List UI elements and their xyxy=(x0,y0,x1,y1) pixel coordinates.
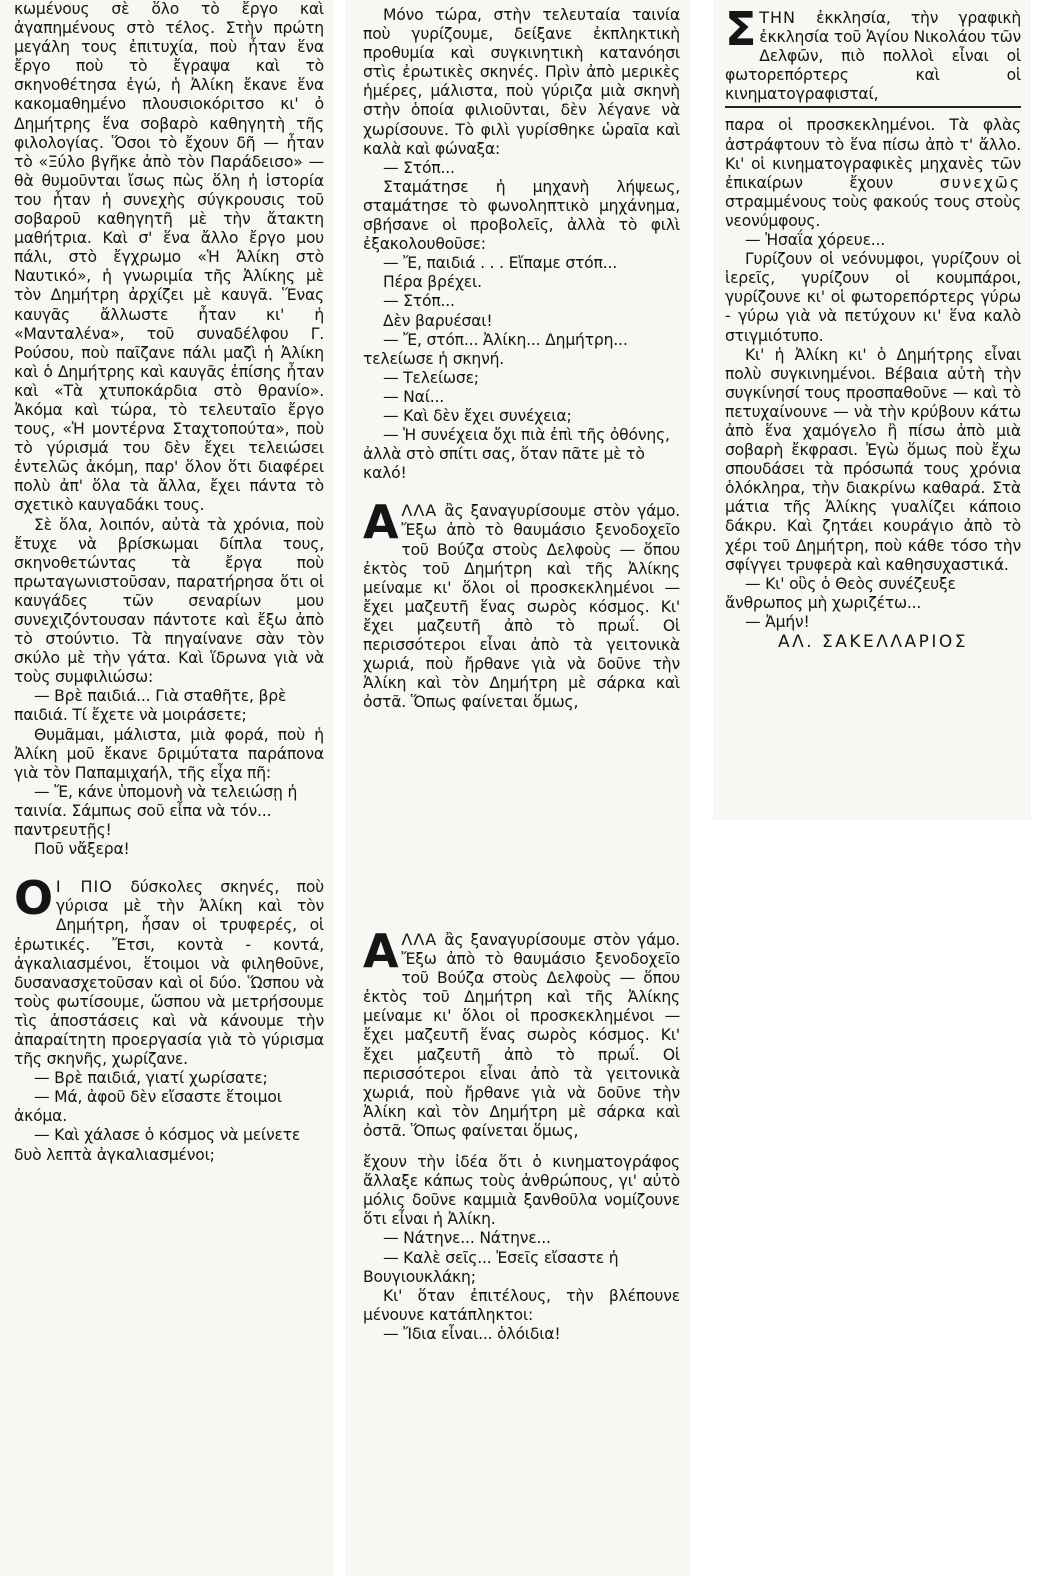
dialogue-line: — Ναί... xyxy=(383,387,445,406)
paragraph: Γυρίζουν οἱ νεόνυμφοι, γυρίζουν οἱ ἱερεῖς, γυρίζουν οἱ κουμπάροι, γυρίζουνε κι' οἱ φωτορεπόρτερς γύρω - γύρω γιὰ νὰ πετύχουν κι' ἕνα καλὸ στιγμιότυπο. xyxy=(725,250,1021,345)
paragraph-text: δύσκολες σκηνές, ποὺ γύρισα μὲ τὴν Ἀλίκη καὶ τὸν Δημήτρη, ἦσαν οἱ τρυφερές, οἱ ἐρωτικές. Ἔτσι, κοντὰ - κοντά, ἀγκαλιασμένοι, ἕτοιμοι νὰ φιληθοῦνε, δυσανασχετοῦσαν καὶ οἱ δύο. Ὥσπου νὰ τοὺς φωτίσουμε, ὥσπου νὰ μετρήσουμε τὶς ἀποστάσεις καὶ νὰ κάνουμε τὴν ἀπαραίτητη προεργασία γιὰ τὸ γύρισμα τῆς σκηνῆς, χωρίζανε. xyxy=(14,878,325,1069)
lead-caps: Ι ΠΙΟ xyxy=(55,877,113,897)
dialogue-line: — Ἴδια εἶναι... ὁλόιδια! xyxy=(383,1324,561,1343)
drop-cap: Ο xyxy=(14,871,53,926)
paragraph: Κι' ἡ Ἀλίκη κι' ὁ Δημήτρης εἶναι πολὺ συγκινημένοι. Βέβαια αὐτὴ τὴν συγκίνησί τους προσπαθοῦνε — καὶ τὸ πετυχαίνουνε — νὰ τὴν κρύβουν κάτω ἀπὸ ἕνα χαμόγελο ἢ πίσω ἀπὸ μιὰ σοβαρὴ ἔκφρασι. Ἐγὼ ὅμως ποὺ ἔχω σπουδάσει τὰ πρόσωπά τους χρόνια ὁλόκληρα, τὴν διακρίνω καθαρά. Στὰ μάτια τῆς Ἀλίκης γυαλίζει κάποιο δάκρυ. Καὶ ζητάει κουράγιο ἀπὸ τὸ χέρι τοῦ Δημήτρη, ποὺ κάθε τόσο τὴν σφίγγει τρυφερὰ καὶ καθησυχαστικά. xyxy=(725,345,1021,574)
section-paragraph xyxy=(725,2,1021,104)
paragraph: Θυμᾶμαι, μάλιστα, μιὰ φορά, ποὺ ἡ Ἀλίκη μοῦ ἔκανε δριμύτατα παράπονα γιὰ τὸν Παπαμιχαήλ, τῆς εἶχα πῆ: xyxy=(14,725,324,782)
dialogue-line: Δὲν βαρυέσαι! xyxy=(383,311,493,330)
dialogue-line: — Καὶ χάλασε ὁ κόσμος νὰ μείνετε δυὸ λεπτὰ ἀγκαλιασμένοι; xyxy=(14,1126,301,1164)
paragraph xyxy=(725,116,1021,231)
section-paragraph xyxy=(14,871,325,1069)
paragraph-text: παρα οἱ προσκεκλημένοι. Τὰ φλὰς ἀστράφτουν τὸ ἕνα πίσω ἀπὸ τ' ἄλλο. Κι' οἱ κινηματογραφικὲς μηχανὲς τῶν ἐπικαίρων ἔχουν xyxy=(725,116,1021,192)
dialogue-line: Πέρα βρέχει. xyxy=(383,273,482,292)
clipping-column-1 xyxy=(0,0,333,1576)
paragraph: Σὲ ὅλα, λοιπόν, αὐτὰ τὰ χρόνια, ποὺ ἔτυχε νὰ βρίσκωμαι δίπλα τους, σκηνοθετώντας τὰ ἔργα ποὺ πρωταγωνιστοῦσαν, παρατήρησα ὅτι οἱ καυγάδες τῶν σεναρίων μου συνεχιζόντουσαν πάντοτε καὶ ἔξω ἀπὸ τὸ στούντιο. Τὰ πηγαίνανε σὰν τὸν σκύλο μὲ τὴν γάτα. Καὶ ἵδρωνα γιὰ νὰ τοὺς συμφιλιώσω: xyxy=(14,515,324,687)
dialogue-line: — Ἠσαΐα χόρευε... xyxy=(745,231,886,250)
drop-cap: Σ xyxy=(725,2,757,56)
clipping-column-2-top xyxy=(345,0,690,922)
lead-caps: ΛΛΑ xyxy=(401,501,438,521)
paragraph: Μόνο τώρα, στὴν τελευταία ταινία ποὺ γυρίζουμε, δείξανε ἐκπληκτικὴ προθυμία καὶ συγκινητικὴ κατανόησι στὶς ἐρωτικὲς σκηνές. Πρὶν ἀπὸ μερικὲς ἡμέρες, μάλιστα, ποὺ γύριζα μιὰ σκηνὴ στὴν ὁποία φιλιοῦνται, δὲν λέγανε νὰ χωρίσουνε. Τὸ φιλὶ γυρίσθηκε ὡραῖα καὶ καλὰ καὶ φώναξα: xyxy=(363,6,680,158)
spaced-word: συνεχῶς xyxy=(939,173,1021,192)
dialogue-line: — Κι' οὓς ὁ Θεὸς συνέζευξε ἄνθρωπος μὴ χωριζέτω... xyxy=(725,574,956,612)
paragraph: κωμένους σὲ ὅλο τὸ ἔργο καὶ ἀγαπημένους στὸ τέλος. Στὴν πρώτη μεγάλη τους ἐπιτυχία, ποὺ ἦταν ἕνα ἔργο ποὺ τὸ ἔγραψα καὶ τὸ σκηνοθέτησα ἐγώ, ἡ Ἀλίκη ἔκανε ἕνα κακομαθημένο πλουσιοκόριτσο κι' ὁ Δημήτρης ἕνα σοβαρὸ καθηγητὴ τῆς φιλολογίας. Ὅσοι τὸ ἔχουν δῆ — ἦταν τὸ «Ξύλο βγῆκε ἀπὸ τὸν Παράδεισο» — θὰ θυμοῦνται ἴσως πὼς ὅλη ἡ ἱστορία του ἦταν ἡ συνεχὴς σύγκρουσις τοῦ σοβαροῦ καθηγητῆ μὲ τὴν ἄτακτη μαθήτρια. Καὶ σ' ἕνα ἄλλο ἔργο μου πάλι, στὸ ἔγχρωμο «Ἡ Ἀλίκη στὸ Ναυτικό», ἡ γνωριμία τῆς Ἀλίκης μὲ τὸν Δημήτρη ἀρχίζει μὲ καυγᾶ. Ἕνας καυγᾶς ἄλλωστε ἦταν κι' ἡ «Μανταλένα», τοῦ συναδέλφου Γ. Ρούσου, ποὺ παῖζανε πάλι μαζὶ ἡ Ἀλίκη καὶ ὁ Δημήτρης καὶ καυγᾶς ἐπίσης ἦταν καὶ «Τὰ χτυποκάρδια στὸ θρανίο». Ἀκόμα καὶ τώρα, τὸ τελευταῖο ἔργο τους, «Ἡ μοντέρνα Σταχτοπούτα», ποὺ τὸ γύρισμά του δὲν ἔχει τελειώσει ἐντελῶς ἀκόμη, παρ' ὅλον ὅτι διαφέρει πολὺ ἀπ' ὅλα τὰ ἄλλα, ἔχει πάντα τὸ σχετικὸ καυγαδάκι τους. xyxy=(14,0,324,515)
paragraph-text: ἂς ξαναγυρίσουμε στὸν γάμο. Ἔξω ἀπὸ τὸ θαυμάσιο ξενοδοχεῖο τοῦ Βούζα στοὺς Δελφοὺς — ὅπου ἐκτὸς τοῦ Δημήτρη καὶ τῆς Ἀλίκης μείναμε κι' ὅλοι οἱ προσκεκλημένοι — ἔχει μαζευτῆ ἕνας σωρὸς κόσμος. Κι' ἔχει μαζευτῆ ἀπὸ τὸ πρωΐ. Οἱ περισσότεροι εἶναι ἀπὸ τὰ γειτονικὰ χωριά, ποὺ ἤρθανε γιὰ νὰ δοῦνε τὴν Ἀλίκη καὶ τὸν Δημήτρη μὲ σάρκα καὶ ὀστᾶ. Ὅπως φαίνεται ὅμως, xyxy=(363,931,680,1140)
section-paragraph xyxy=(363,495,680,712)
clipping-column-2-bottom xyxy=(345,922,690,1576)
dialogue-line: — Ἔ, στόπ... Ἀλίκη... Δημήτρη... τελείωσε ἡ σκηνή. xyxy=(363,330,628,368)
paragraph: ἔχουν τὴν ἰδέα ὅτι ὁ κινηματογράφος ἄλλαξε κάπως τοὺς ἀνθρώπους, γι' αὐτὸ μόλις δοῦνε καμμιὰ ξανθοῦλα νομίζουνε ὅτι εἶναι ἡ Ἀλίκη. xyxy=(363,1153,680,1229)
dialogue-line: — Νάτηνε... Νάτηνε... xyxy=(383,1229,551,1248)
dialogue-line: — Μά, ἀφοῦ δὲν εἴσαστε ἕτοιμοι ἀκόμα. xyxy=(14,1088,282,1126)
dialogue-line: — Στόπ... xyxy=(383,292,455,311)
dialogue-line: — Ἀμήν! xyxy=(745,612,810,631)
dialogue-line: — Ἔ, κάνε ὑπομονὴ νὰ τελειώσῃ ἡ ταινία. Σάμπως σοῦ εἶπα νὰ τόν... παντρευτῇς! xyxy=(14,782,298,840)
paragraph: Κι' ὅταν ἐπιτέλους, τὴν βλέπουνε μένουνε κατάπληκτοι: xyxy=(363,1286,680,1324)
dialogue-line: — Τελείωσε; xyxy=(383,368,479,387)
dialogue-line: Ποῦ νἄξερα! xyxy=(34,840,130,859)
author-signature: ΑΛ. ΣΑΚΕΛΛΑΡΙΟΣ xyxy=(777,632,969,652)
paragraph-text: ἂς ξαναγυρίσουμε στὸν γάμο. Ἔξω ἀπὸ τὸ θαυμάσιο ξενοδοχεῖο τοῦ Βούζα στοὺς Δελφοὺς — ὅπου ἐκτὸς τοῦ Δημήτρη καὶ τῆς Ἀλίκης μείναμε κι' ὅλοι οἱ προσκεκλημένοι — ἔχει μαζευτῆ ἕνας σωρὸς κόσμος. Κι' ἔχει μαζευτῆ ἀπὸ τὸ πρωΐ. Οἱ περισσότεροι εἶναι ἀπὸ τὰ γειτονικὰ χωριά, ποὺ ἤρθανε γιὰ νὰ δοῦνε τὴν Ἀλίκη καὶ τὸν Δημήτρη μὲ σάρκα καὶ ὀστᾶ. Ὅπως φαίνεται ὅμως, xyxy=(363,502,680,712)
paragraph: Σταμάτησε ἡ μηχανὴ λήψεως, σταμάτησε τὸ φωνοληπτικὸ μηχάνημα, σβήσανε οἱ προβολεῖς, ἀλλὰ τὸ φιλὶ ἐξακολουθοῦσε: xyxy=(363,177,680,254)
dialogue-line: — Στόπ... xyxy=(383,158,455,177)
lead-caps: ΤΗΝ xyxy=(759,8,797,27)
drop-cap: Α xyxy=(363,495,399,550)
dialogue-line: — Καλὲ σεῖς... Ἐσεῖς εἴσαστε ἡ Βουγιουκλάκη; xyxy=(363,1248,619,1286)
section-paragraph xyxy=(363,924,680,1141)
drop-cap: Α xyxy=(363,924,399,978)
paragraph-text: ἐκκλησία, τὴν γραφικὴ ἐκκλησία τοῦ Ἁγίου Νικολάου τῶν Δελφῶν, πιὸ πολλοὶ εἶναι οἱ φωτορεπόρτερς καὶ οἱ κινηματογραφισταί, xyxy=(725,9,1021,104)
dialogue-line: — Καὶ δὲν ἔχει συνέχεια; xyxy=(383,406,572,425)
dialogue-line: — Βρὲ παιδιά... Γιὰ σταθῆτε, βρὲ παιδιά. Τί ἔχετε νὰ μοιράσετε; xyxy=(14,687,287,725)
dialogue-line: — Ἔ, παιδιά . . . Εἴπαμε στόπ... xyxy=(383,254,617,273)
lead-caps: ΛΛΑ xyxy=(401,930,438,949)
clipping-column-3 xyxy=(713,0,1031,820)
dialogue-line: — Βρὲ παιδιά, γιατί χωρίσατε; xyxy=(34,1069,268,1088)
paragraph-text: στραμμένους τοὺς φακούς τους στοὺς νεονύμφους. xyxy=(725,192,1021,230)
dialogue-line: — Ἡ συνέχεια ὄχι πιὰ ἐπὶ τῆς ὀθόνης, ἀλλὰ στὸ σπίτι σας, ὅταν πᾶτε μὲ τὸ καλό! xyxy=(363,426,670,483)
divider xyxy=(725,106,1021,108)
